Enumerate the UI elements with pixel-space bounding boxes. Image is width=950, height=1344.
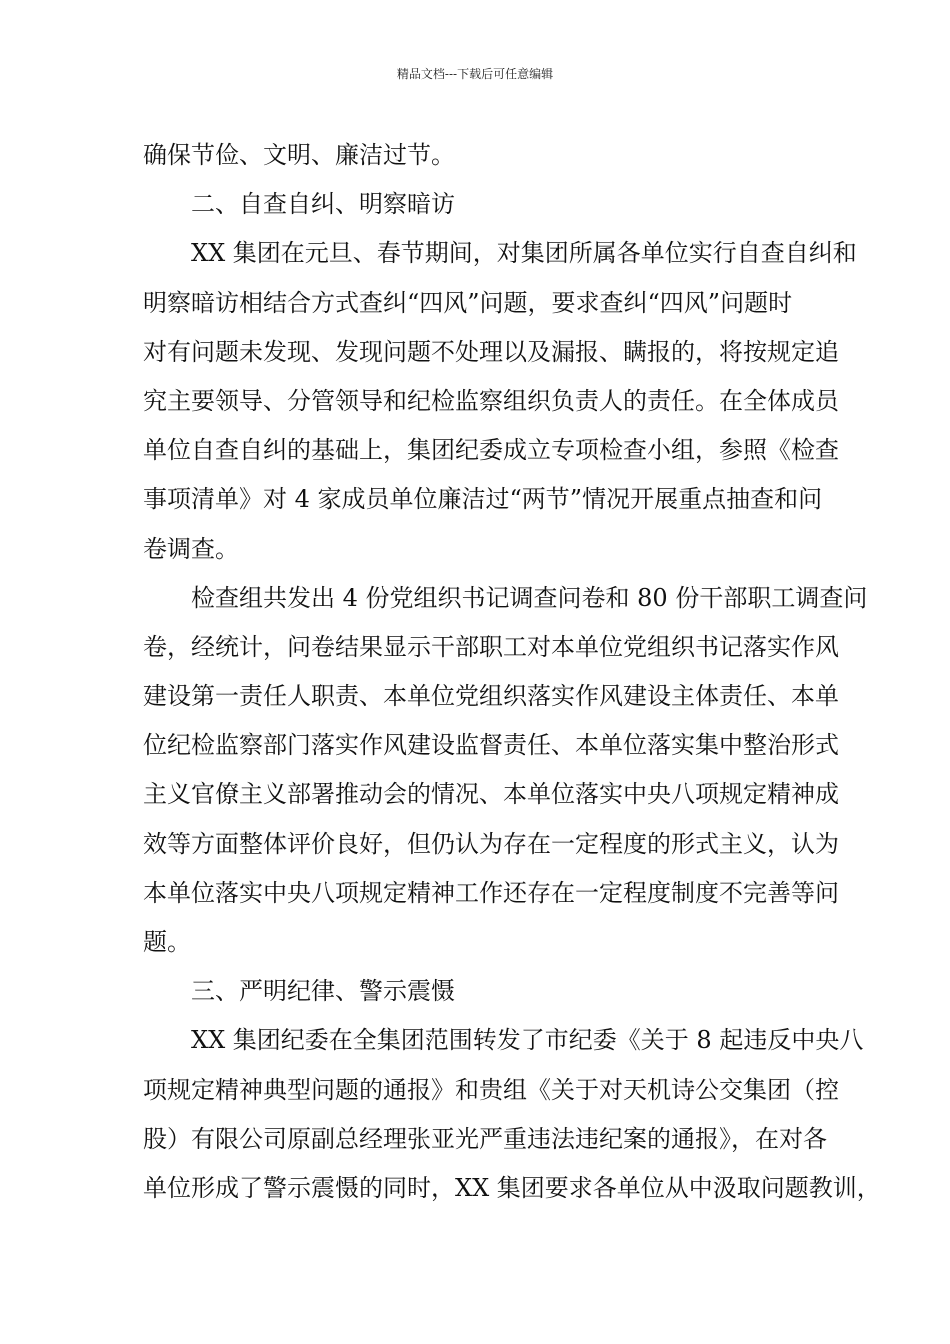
text-line: XX 集团纪委在全集团范围转发了市纪委《关于 8 起违反中央八: [191, 1026, 864, 1055]
text-line: 二、自查自纠、明察暗访: [191, 190, 455, 219]
text-line: 对有问题未发现、发现问题不处理以及漏报、瞒报的，将按规定追: [143, 337, 839, 366]
text-line: XX 集团在元旦、春节期间，对集团所属各单位实行自查自纠和: [191, 239, 857, 268]
text-line: 单位形成了警示震慑的同时，XX 集团要求各单位从中汲取问题教训，: [143, 1173, 881, 1202]
text-line: 项规定精神典型问题的通报》和贵组《关于对天机诗公交集团（控: [143, 1075, 839, 1104]
text-line: 检查组共发出 4 份党组织书记调查问卷和 80 份干部职工调查问: [191, 583, 868, 612]
text-line: 事项清单》对 4 家成员单位廉洁过“两节”情况开展重点抽查和问: [143, 485, 823, 514]
text-line: 本单位落实中央八项规定精神工作还存在一定程度制度不完善等问: [143, 878, 839, 907]
text-line: 三、严明纪律、警示震慑: [191, 977, 455, 1006]
document-body: [143, 131, 881, 1213]
text-line: 究主要领导、分管领导和纪检监察组织负责人的责任。在全体成员: [143, 386, 839, 415]
text-line: 单位自查自纠的基础上，集团纪委成立专项检查小组，参照《检查: [143, 436, 839, 465]
page-header: 精品文档---下载后可任意编辑: [396, 67, 554, 81]
text-line: 主义官僚主义部署推动会的情况、本单位落实中央八项规定精神成: [143, 780, 839, 809]
text-line: 建设第一责任人职责、本单位党组织落实作风建设主体责任、本单: [143, 682, 839, 711]
text-line: 效等方面整体评价良好，但仍认为存在一定程度的形式主义，认为: [143, 829, 839, 858]
text-line: 题。: [143, 928, 191, 956]
text-line: 明察暗访相结合方式查纠“四风”问题，要求查纠“四风”问题时: [143, 288, 793, 317]
text-line: 确保节俭、文明、廉洁过节。: [143, 141, 455, 169]
text-line: 卷调查。: [143, 534, 239, 563]
text-line: 股）有限公司原副总经理张亚光严重违法违纪案的通报》，在对各: [143, 1124, 827, 1153]
text-line: 卷，经统计，问卷结果显示干部职工对本单位党组织书记落实作风: [143, 632, 839, 661]
text-line: 位纪检监察部门落实作风建设监督责任、本单位落实集中整治形式: [143, 731, 839, 760]
